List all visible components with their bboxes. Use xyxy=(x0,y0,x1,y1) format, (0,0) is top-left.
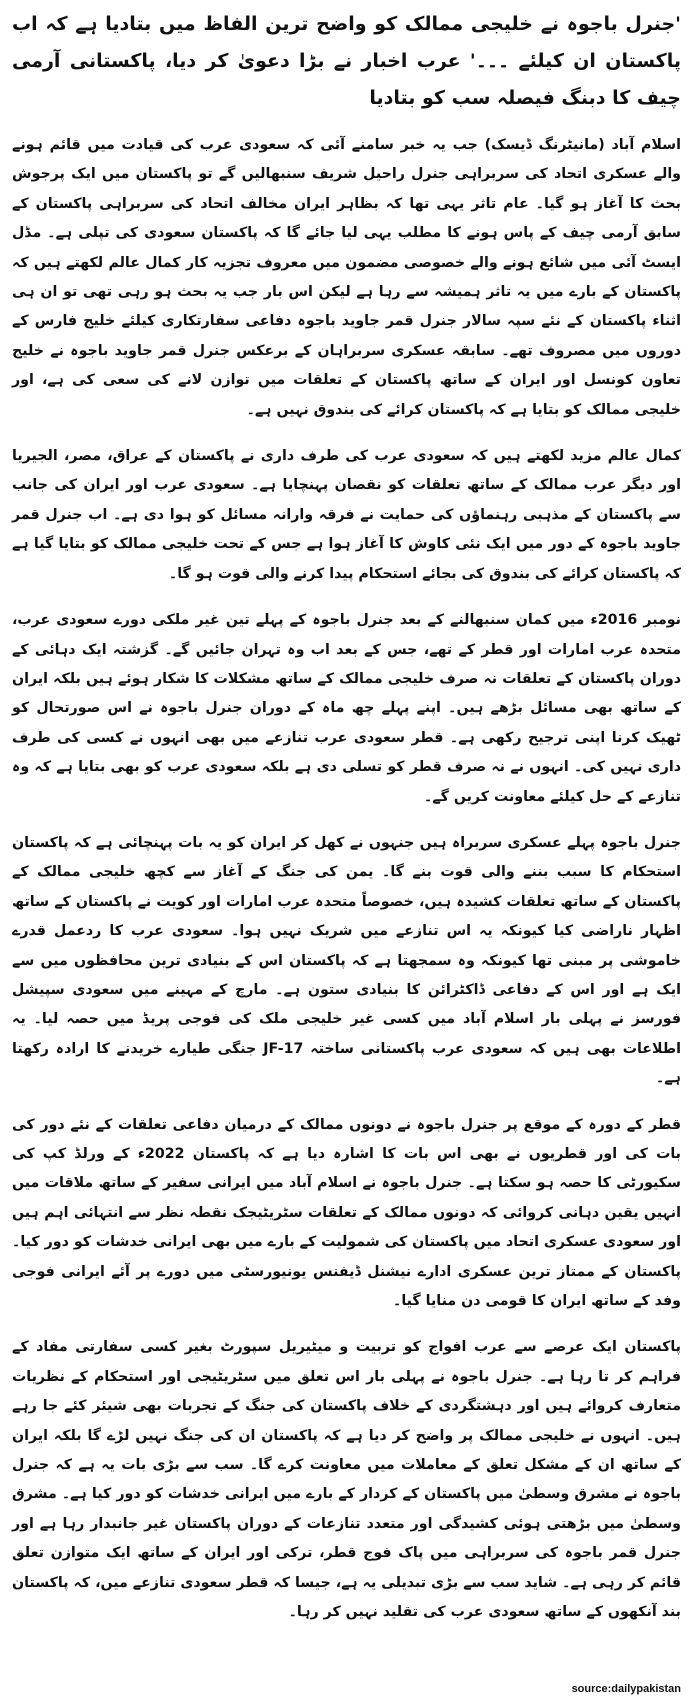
article-paragraph-3: نومبر 2016ء میں کمان سنبھالنے کے بعد جنرل باجوہ کے پہلے تین غیر ملکی دورے سعودی عرب، متحدہ عرب امارات اور قطر کے تھے، جس کے بعد اب وہ تہران جائیں گے۔ گزشتہ ایک دہائی کے دوران پاکستان کے تعلقات نہ صرف خلیجی ممالک کے ساتھ مشکلات کا شکار ہوئے ہیں بلکہ ایران کے ساتھ بھی مسائل بڑھے ہیں۔ اپنے پہلے چھ ماہ کے دوران جنرل باجوہ نے اس صورتحال کو ٹھیک کرنا اپنی ترجیح رکھی ہے۔ قطر سعودی عرب تنازعے میں بھی انہوں نے کسی کی طرف داری نہیں کی۔ انہوں نے نہ صرف قطر کو تسلی دی ہے بلکہ سعودی عرب کو بھی بتایا ہے کہ وہ تنازعے کے حل کیلئے معاونت کریں گے۔ xyxy=(12,612,681,805)
source-credit: source:dailypakistan xyxy=(571,1683,681,1695)
article-paragraph-6: پاکستان ایک عرصے سے عرب افواج کو تربیت و میٹیریل سپورٹ بغیر کسی سفارتی مفاد کے فراہم کر تا رہا ہے۔ جنرل باجوہ نے پہلی بار اس تعلق میں سٹریٹیجی اور استحکام کے نظریات متعارف کروائے ہیں اور دہشتگردی کے خلاف پاکستان کی جنگ کے تجربات بھی شیئر کئے جا رہے ہیں۔ انہوں نے خلیجی ممالک پر واضح کر دیا ہے کہ پاکستان ان کی جنگ نہیں لڑے گا بلکہ ایران کے ساتھ ان کے مشکل تعلق کے معاملات میں معاونت کرے گا۔ سب سے بڑی بات یہ ہے کہ جنرل باجوہ نے مشرق وسطیٰ میں پاکستان کے کردار کے بارے میں ایرانی خدشات کو دور کیا ہے۔ مشرق وسطیٰ میں بڑھتی ہوئی کشیدگی اور متعدد تنازعات کے دوران پاکستان غیر جانبدار رہا ہے اور جنرل قمر باجوہ کی سربراہی میں پاک فوج قطر، ترکی اور ایران کے ساتھ ایک متوازن تعلق قائم کر رہی ہے۔ شاید سب سے بڑی تبدیلی یہ ہے، جیسا کہ قطر سعودی تنازعے میں، کہ پاکستان بند آنکھوں کے ساتھ سعودی عرب کی تقلید نہیں کر رہا۔ xyxy=(12,1339,681,1621)
article-paragraph-5: قطر کے دورہ کے موقع پر جنرل باجوہ نے دونوں ممالک کے درمیان دفاعی تعلقات کے نئے دور کی بات کی اور قطریوں نے بھی اس بات کا اشارہ دیا ہے کہ پاکستان 2022ء کے ورلڈ کپ کی سکیورٹی کا حصہ ہو سکتا ہے۔ جنرل باجوہ نے اسلام آباد میں ایرانی سفیر کے ساتھ ملاقات میں انہیں یقین دہانی کروائی کہ دونوں ممالک کے تعلقات سٹریٹیجک نقطہ نظر سے انتہائی اہم ہیں اور سعودی عسکری اتحاد میں پاکستان کی شمولیت کے بارے میں بھی ایرانی خدشات کو دور کیا۔ پاکستان کے ممتاز ترین عسکری ادارے نیشنل ڈیفنس یونیورسٹی میں دورے پر آئے ایرانی فوجی وفد کے ساتھ ایران کا قومی دن منایا گیا۔ xyxy=(12,1116,681,1310)
article-paragraph-4: جنرل باجوہ پہلے عسکری سربراہ ہیں جنہوں نے کھل کر ایران کو یہ بات پہنچائی ہے کہ پاکستان استحکام کا سبب بننے والی قوت بنے گا۔ یمن کی جنگ کے آغاز سے کچھ خلیجی ممالک کے پاکستان کے ساتھ تعلقات کشیدہ ہیں، خصوصاً متحدہ عرب امارات اور کویت نے پاکستان کے ساتھ اظہار ناراضی کیا کیونکہ یہ اس تنازعے میں شریک نہیں ہوا۔ سعودی عرب کا ردعمل قدرے خاموشی پر مبنی تھا کیونکہ وہ سمجھتا ہے کہ پاکستان اس کے بنیادی ترین محافظوں میں سے ایک ہے اور اس کے دفاعی ڈاکٹرائن کا بنیادی ستون ہے۔ مارچ کے مہینے میں سعودی سپیشل فورسز نے پہلی بار اسلام آباد میں کسی غیر خلیجی ملک کی فوجی پریڈ میں حصہ لیا۔ یہ اطلاعات بھی ہیں کہ سعودی عرب پاکستانی ساختہ JF-17 جنگی طیارے خریدنے کا ارادہ رکھتا ہے۔ xyxy=(12,834,681,1087)
article-paragraph-1: اسلام آباد (مانیٹرنگ ڈیسک) جب یہ خبر سامنے آئی کہ سعودی عرب کی قیادت میں قائم ہونے والے عسکری اتحاد کی سربراہی جنرل راحیل شریف سنبھالیں گے تو پاکستان میں ایک پرجوش بحث کا آغاز ہو گیا۔ عام تاثر یہی تھا کہ بظاہر ایران مخالف اتحاد کی سربراہی پاکستان کے سابق آرمی چیف کے پاس ہونے کا مطلب یہی لیا جائے گا کہ پاکستان سعودی کی تپلی ہے۔ مڈل ایسٹ آئی میں شائع ہونے والے خصوصی مضمون میں معروف تجزیہ کار کمال عالم لکھتے ہیں کہ پاکستان کے بارے میں یہ تاثر ہمیشہ سے رہا ہے لیکن اس بار جب یہ بحث ہو رہی تھی تو ان ہی اثناء پاکستان کے نئے سپہ سالار جنرل قمر جاوید باجوہ دفاعی سفارتکاری کیلئے خلیج فارس کے دوروں میں مصروف تھے۔ سابقہ عسکری سربراہان کے برعکس جنرل قمر جاوید باجوہ نے خلیج تعاون کونسل اور ایران کے ساتھ پاکستان کے تعلقات میں توازن لانے کی سعی کی ہے، اور خلیجی ممالک کو بتایا ہے کہ پاکستان کرائے کی بندوق نہیں ہے۔ xyxy=(12,137,681,418)
article-paragraph-2: کمال عالم مزید لکھتے ہیں کہ سعودی عرب کی طرف داری نے پاکستان کے عراق، مصر، الجیریا اور دیگر عرب ممالک کے ساتھ تعلقات کو نقصان پہنچایا ہے۔ سعودی عرب اور ایران کی جانب سے پاکستان کے مذہبی رہنماؤں کی حمایت نے فرقہ وارانہ مسائل کو ہوا دی ہے۔ اب جنرل قمر جاوید باجوہ کے دور میں ایک نئی کاوش کا آغاز ہوا ہے جس کے تحت خلیجی ممالک کو بتایا گیا ہے کہ پاکستان کرائے کی بندوق کی بجائے استحکام پیدا کرنے والی قوت ہو گا۔ xyxy=(12,448,681,582)
article-headline: 'جنرل باجوہ نے خلیجی ممالک کو واضح ترین الفاظ میں بتادیا ہے کہ اب پاکستان ان کیلئے ۔۔۔' عرب اخبار نے بڑا دعویٰ کر دیا، پاکستانی آرمی چیف کا دبنگ فیصلہ سب کو بتادیا xyxy=(12,13,681,109)
